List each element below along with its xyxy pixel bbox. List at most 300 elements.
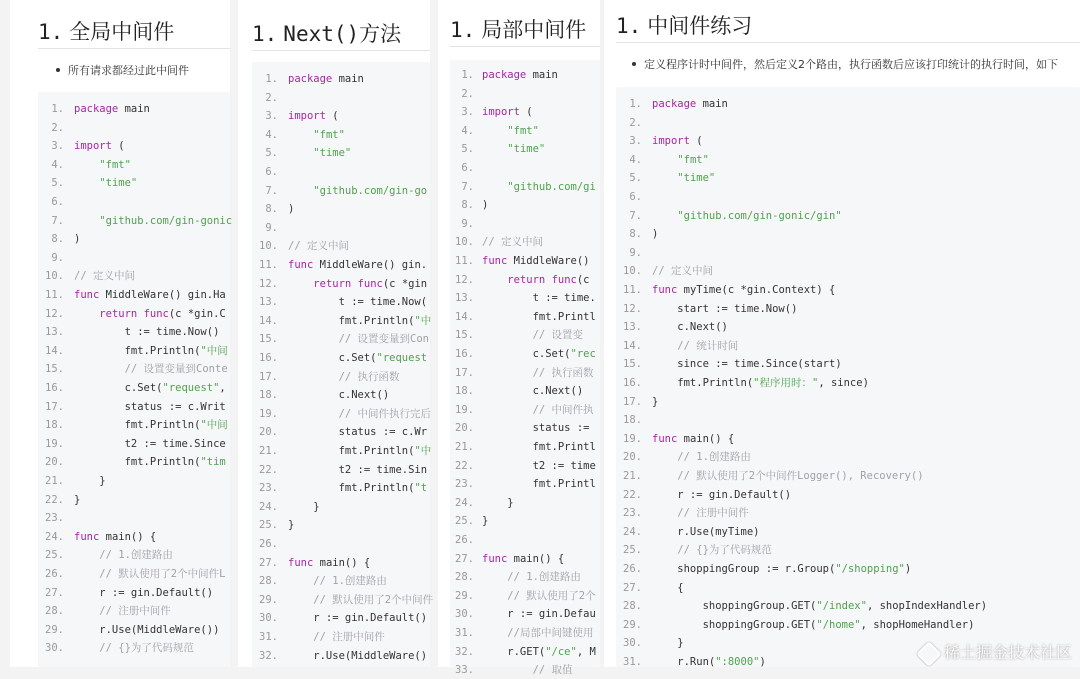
code-line xyxy=(450,271,590,289)
line-number: 7. xyxy=(629,209,642,222)
code-line xyxy=(616,448,751,466)
code-line xyxy=(252,107,339,125)
line-number: 24. xyxy=(259,500,278,513)
line-number: 10. xyxy=(623,265,642,278)
line-text: c.Set("rec xyxy=(482,348,596,360)
line-number: 11. xyxy=(45,289,64,301)
code-line xyxy=(252,609,427,627)
line-text: // 执行函数 xyxy=(338,370,400,383)
line-number: 1. xyxy=(629,98,642,110)
line-text: fmt.Printl xyxy=(482,478,596,491)
code-line xyxy=(252,461,427,479)
code-line xyxy=(38,491,80,509)
code-line xyxy=(616,467,924,485)
line-text: // 默认使用了2个中间件L xyxy=(99,568,226,580)
code-line xyxy=(38,212,232,230)
code-line xyxy=(450,661,573,679)
line-text: // 定义中间 xyxy=(652,265,713,278)
code-line xyxy=(450,178,596,196)
panel-title: 1. 局部中间件 xyxy=(450,18,587,42)
code-line xyxy=(38,137,125,155)
line-number: 15. xyxy=(259,333,278,346)
line-number: 11. xyxy=(623,284,642,296)
line-number: 15. xyxy=(45,363,64,376)
line-number: 4. xyxy=(629,153,642,166)
line-number: 21. xyxy=(623,470,642,482)
code-line xyxy=(450,512,488,530)
line-number: 5. xyxy=(461,143,474,156)
line-text: r.Run(":8000") xyxy=(652,656,766,668)
line-text: t := time.Now( xyxy=(288,296,428,309)
code-block xyxy=(616,87,1080,667)
line-text: { xyxy=(652,581,684,594)
line-number: 27. xyxy=(623,581,642,594)
line-number: 18. xyxy=(623,414,642,427)
line-text: func MiddleWare() gin. xyxy=(288,259,428,271)
line-number: 8. xyxy=(461,199,474,212)
line-number: 23. xyxy=(45,512,64,525)
line-number: 9. xyxy=(461,217,474,230)
code-line xyxy=(616,114,652,132)
line-text: // 注册中间件 xyxy=(677,507,749,520)
code-line xyxy=(616,616,974,634)
divider xyxy=(252,50,430,51)
line-number: 9. xyxy=(265,221,278,234)
line-text: t2 := time xyxy=(482,459,596,472)
code-line xyxy=(616,486,791,504)
line-number: 19. xyxy=(623,432,642,445)
line-number: 22. xyxy=(259,463,278,476)
line-text: fmt.Println("中间 xyxy=(74,419,228,432)
line-text: return func(c *gin.C xyxy=(99,307,226,320)
code-line xyxy=(616,244,652,262)
code-line xyxy=(616,95,728,113)
code-line xyxy=(38,584,213,602)
line-number: 6. xyxy=(629,191,642,203)
code-line xyxy=(38,249,74,267)
line-number: 26. xyxy=(45,568,64,580)
code-line xyxy=(616,504,749,522)
line-text: c.Next() xyxy=(482,385,584,398)
line-number: 20. xyxy=(623,451,642,464)
line-number: 31. xyxy=(259,631,278,643)
code-line xyxy=(38,509,74,527)
code-line xyxy=(38,286,226,304)
code-line xyxy=(38,342,228,360)
line-text: } xyxy=(74,493,81,506)
code-line xyxy=(252,163,288,181)
line-number: 1. xyxy=(461,69,474,81)
code-line xyxy=(450,401,594,419)
line-number: 26. xyxy=(455,534,474,546)
line-number: 29. xyxy=(45,623,64,636)
line-number: 17. xyxy=(45,400,64,413)
panel-next-method xyxy=(238,0,434,667)
code-line xyxy=(616,560,911,578)
line-number: 31. xyxy=(623,656,642,668)
line-text: // 取值 xyxy=(532,664,573,677)
line-number: 2. xyxy=(461,87,474,100)
panel-title: 1. Next()方法 xyxy=(252,22,402,46)
line-text: func MiddleWare() xyxy=(482,255,590,267)
panel-global-middleware xyxy=(10,0,233,667)
line-text: func main() { xyxy=(74,530,157,543)
code-line xyxy=(616,411,652,429)
line-text: r.GET("/ce", M xyxy=(482,645,596,658)
line-number: 29. xyxy=(455,589,474,602)
line-number: 3. xyxy=(265,110,278,123)
line-number: 17. xyxy=(455,366,474,379)
line-number: 25. xyxy=(623,544,642,557)
line-number: 28. xyxy=(45,605,64,618)
code-line xyxy=(450,196,488,214)
line-number: 17. xyxy=(259,370,278,383)
code-line xyxy=(252,628,385,646)
line-text: // 设置变 xyxy=(532,329,584,342)
line-text: // 1.创建路由 xyxy=(507,571,581,584)
line-number: 20. xyxy=(455,422,474,435)
line-number: 18. xyxy=(455,385,474,398)
line-number: 22. xyxy=(45,493,64,506)
line-number: 29. xyxy=(623,618,642,631)
line-number: 8. xyxy=(51,233,64,246)
line-text: fmt.Println("程序用时：", since) xyxy=(652,377,869,389)
code-line xyxy=(252,479,427,497)
line-text: shoppingGroup.GET("/index", shopIndexHandler) xyxy=(652,600,988,613)
line-text: "github.com/gin-gonic/gin" xyxy=(677,209,842,222)
line-number: 28. xyxy=(259,575,278,588)
line-text: ) xyxy=(652,228,659,241)
line-number: 1. xyxy=(51,103,64,115)
line-number: 2. xyxy=(51,121,64,134)
line-text: "github.com/gin-go xyxy=(313,184,428,197)
line-text: // 设置变量到Con xyxy=(338,333,430,346)
line-text: // 定义中间 xyxy=(482,236,543,249)
line-number: 13. xyxy=(259,296,278,309)
line-number: 16. xyxy=(259,352,278,364)
code-line xyxy=(252,330,429,348)
line-number: 21. xyxy=(45,475,64,487)
line-text: status := xyxy=(482,422,590,435)
line-number: 12. xyxy=(455,273,474,286)
code-line xyxy=(616,300,797,318)
line-number: 30. xyxy=(455,608,474,621)
code-line xyxy=(252,591,433,609)
line-text: } xyxy=(652,637,684,650)
line-text: // 设置变量到Conte xyxy=(124,363,228,376)
code-line xyxy=(450,326,583,344)
line-text: // 中间件执 xyxy=(532,403,594,416)
line-text: fmt.Printl xyxy=(482,310,596,323)
line-number: 30. xyxy=(623,637,642,650)
code-line xyxy=(38,100,150,118)
line-number: 21. xyxy=(259,445,278,457)
code-line xyxy=(616,393,658,411)
line-number: 28. xyxy=(455,571,474,584)
line-text: r := gin.Default() xyxy=(652,488,792,501)
line-number: 5. xyxy=(51,177,64,190)
line-text: import ( xyxy=(652,135,703,148)
code-line xyxy=(450,289,596,307)
line-number: 23. xyxy=(455,478,474,491)
line-number: 22. xyxy=(623,488,642,501)
code-line xyxy=(616,337,738,355)
code-line xyxy=(252,200,294,218)
line-number: 14. xyxy=(259,314,278,327)
code-line xyxy=(252,144,351,162)
code-line xyxy=(616,151,709,169)
divider xyxy=(450,46,600,47)
code-line xyxy=(616,634,684,652)
code-line xyxy=(616,169,715,187)
line-number: 27. xyxy=(45,586,64,599)
line-number: 24. xyxy=(455,496,474,509)
line-text: } xyxy=(482,496,514,509)
code-line xyxy=(252,312,431,330)
panel-local-middleware xyxy=(438,0,600,677)
line-text: fmt.Println("中间 xyxy=(74,344,228,357)
code-line xyxy=(450,345,596,363)
code-line xyxy=(616,597,987,615)
line-text: r.Use(MiddleWare() xyxy=(288,649,428,662)
line-text: // 统计时间 xyxy=(677,339,739,352)
line-text: func MiddleWare() gin.Ha xyxy=(74,289,226,301)
line-number: 25. xyxy=(45,549,64,562)
line-text: return func(c *gin xyxy=(313,277,428,290)
code-line xyxy=(616,318,728,336)
line-text: start := time.Now() xyxy=(652,302,798,315)
line-number: 31. xyxy=(455,627,474,639)
line-number: 4. xyxy=(461,124,474,137)
line-text: func main() { xyxy=(652,432,735,445)
line-text: "github.com/gin-gonic xyxy=(99,214,233,227)
code-line xyxy=(450,233,543,251)
line-number: 15. xyxy=(623,358,642,371)
line-number: 22. xyxy=(455,459,474,472)
line-text: // 注册中间件 xyxy=(313,631,385,643)
line-text: package main xyxy=(74,103,150,115)
line-number: 10. xyxy=(455,236,474,249)
line-number: 8. xyxy=(629,228,642,241)
line-text: fmt.Println("中 xyxy=(288,445,432,457)
line-text: c.Next() xyxy=(288,389,390,402)
code-line xyxy=(616,281,835,299)
code-line xyxy=(450,643,596,661)
line-number: 2. xyxy=(265,91,278,104)
line-text: func myTime(c *gin.Context) { xyxy=(652,284,836,296)
line-number: 29. xyxy=(259,593,278,606)
bullet-text: 所有请求都经过此中间件 xyxy=(56,62,189,78)
divider xyxy=(616,42,1080,43)
line-number: 5. xyxy=(629,172,642,185)
code-line xyxy=(616,541,772,559)
line-text: // 注册中间件 xyxy=(99,605,171,618)
line-number: 12. xyxy=(259,277,278,290)
line-text: r.Use(MiddleWare()) xyxy=(74,623,220,636)
code-line xyxy=(616,188,652,206)
line-number: 18. xyxy=(259,389,278,402)
line-text: c.Set("request", xyxy=(74,382,226,394)
code-line xyxy=(38,174,137,192)
line-number: 13. xyxy=(623,321,642,334)
line-text: package main xyxy=(652,98,728,110)
line-text: import ( xyxy=(288,110,339,123)
line-number: 24. xyxy=(45,530,64,543)
line-text: since := time.Since(start) xyxy=(652,358,842,371)
line-number: 7. xyxy=(461,180,474,193)
code-line xyxy=(38,639,194,657)
code-line xyxy=(450,103,533,121)
code-line xyxy=(616,207,842,225)
line-text: shoppingGroup := r.Group("/shopping") xyxy=(652,563,912,575)
code-line xyxy=(38,305,226,323)
code-line xyxy=(252,554,370,572)
line-number: 9. xyxy=(51,251,64,264)
line-text: t2 := time.Sin xyxy=(288,463,428,476)
code-line xyxy=(616,225,658,243)
line-text: package main xyxy=(482,69,558,81)
line-text: status := c.Wr xyxy=(288,426,428,439)
line-number: 13. xyxy=(45,326,64,339)
code-line xyxy=(38,435,226,453)
line-number: 6. xyxy=(461,162,474,174)
line-text: } xyxy=(288,519,295,532)
code-line xyxy=(450,140,545,158)
line-text: // {}为了代码规范 xyxy=(99,642,194,655)
line-text: return func(c xyxy=(507,273,590,286)
code-line xyxy=(450,308,596,326)
code-line xyxy=(252,516,294,534)
code-line xyxy=(38,416,228,434)
code-line xyxy=(38,379,226,397)
line-text: } xyxy=(288,500,320,513)
line-text: func main() { xyxy=(288,556,371,569)
line-number: 33. xyxy=(455,664,474,677)
code-line xyxy=(450,438,596,456)
line-number: 9. xyxy=(629,246,642,259)
code-line xyxy=(450,587,596,605)
line-number: 23. xyxy=(259,482,278,495)
code-line xyxy=(252,275,427,293)
line-number: 12. xyxy=(623,302,642,315)
line-text: "time" xyxy=(677,172,716,185)
line-number: 25. xyxy=(259,519,278,532)
line-number: 21. xyxy=(455,441,474,453)
line-number: 19. xyxy=(45,437,64,450)
line-number: 19. xyxy=(455,403,474,416)
line-number: 10. xyxy=(45,270,64,283)
line-number: 4. xyxy=(265,128,278,141)
line-text: // {}为了代码规范 xyxy=(677,544,772,557)
line-number: 32. xyxy=(455,645,474,658)
line-number: 14. xyxy=(45,344,64,357)
line-number: 24. xyxy=(623,525,642,538)
line-text: // 1.创建路由 xyxy=(313,575,387,588)
code-line xyxy=(450,531,482,549)
divider xyxy=(38,48,230,49)
line-text: // 默认使用了2个中间件 xyxy=(313,593,434,606)
code-line xyxy=(38,472,106,490)
line-number: 20. xyxy=(259,426,278,439)
juejin-logo-icon xyxy=(916,641,941,666)
code-line xyxy=(450,419,589,437)
line-text: "time" xyxy=(507,143,546,156)
line-number: 5. xyxy=(265,147,278,160)
code-line xyxy=(450,122,539,140)
line-number: 8. xyxy=(265,203,278,216)
line-number: 3. xyxy=(51,140,64,153)
line-number: 18. xyxy=(45,419,64,432)
line-number: 26. xyxy=(623,563,642,575)
code-line xyxy=(38,230,80,248)
line-number: 28. xyxy=(623,600,642,613)
line-text: "github.com/gi xyxy=(507,180,596,193)
line-text: import ( xyxy=(482,106,533,119)
code-line xyxy=(252,647,427,665)
line-text: t2 := time.Since xyxy=(74,437,226,450)
code-line xyxy=(252,293,427,311)
code-line xyxy=(450,457,596,475)
line-number: 16. xyxy=(455,348,474,360)
code-line xyxy=(38,602,171,620)
code-line xyxy=(450,605,596,623)
line-text: c.Set("request xyxy=(288,352,428,364)
line-text: r := gin.Defau xyxy=(482,608,596,621)
panel-title: 1. 全局中间件 xyxy=(38,20,175,44)
line-number: 7. xyxy=(51,214,64,227)
code-line xyxy=(252,423,427,441)
code-line xyxy=(252,368,400,386)
line-text: import ( xyxy=(74,140,125,153)
line-number: 15. xyxy=(455,329,474,342)
line-text: ) xyxy=(482,199,489,212)
code-block xyxy=(38,92,233,667)
line-text: // 默认使用了2个中间件Logger(), Recovery() xyxy=(677,470,924,482)
code-line xyxy=(450,568,581,586)
code-line xyxy=(252,126,345,144)
code-line xyxy=(38,565,225,583)
bullet-text: 定义程序计时中间件，然后定义2个路由，执行函数后应该打印统计的执行时间，如下 xyxy=(632,56,1058,72)
line-text: //局部中间键使用 xyxy=(507,627,594,639)
code-line xyxy=(616,374,869,392)
code-line xyxy=(450,624,593,642)
line-number: 30. xyxy=(45,642,64,655)
code-line xyxy=(252,572,387,590)
line-number: 26. xyxy=(259,538,278,550)
line-text: r := gin.Default() xyxy=(74,586,214,599)
code-line xyxy=(616,132,703,150)
line-text: // 定义中间 xyxy=(74,270,135,283)
line-text: t := time. xyxy=(482,292,596,305)
code-line xyxy=(450,382,583,400)
line-text: // 定义中间 xyxy=(288,240,349,253)
code-line xyxy=(450,215,482,233)
line-number: 2. xyxy=(629,116,642,129)
line-number: 27. xyxy=(259,556,278,569)
line-text: } xyxy=(652,395,659,408)
line-text: ) xyxy=(288,203,295,216)
code-line xyxy=(450,550,564,568)
code-block xyxy=(450,60,600,677)
line-number: 1. xyxy=(265,73,278,85)
line-text: "fmt" xyxy=(313,128,345,141)
code-block xyxy=(252,62,434,667)
code-line xyxy=(252,442,431,460)
line-text: // 1.创建路由 xyxy=(677,451,751,464)
line-text: // 执行函数 xyxy=(532,366,594,379)
line-number: 3. xyxy=(629,135,642,148)
line-text: package main xyxy=(288,73,364,85)
